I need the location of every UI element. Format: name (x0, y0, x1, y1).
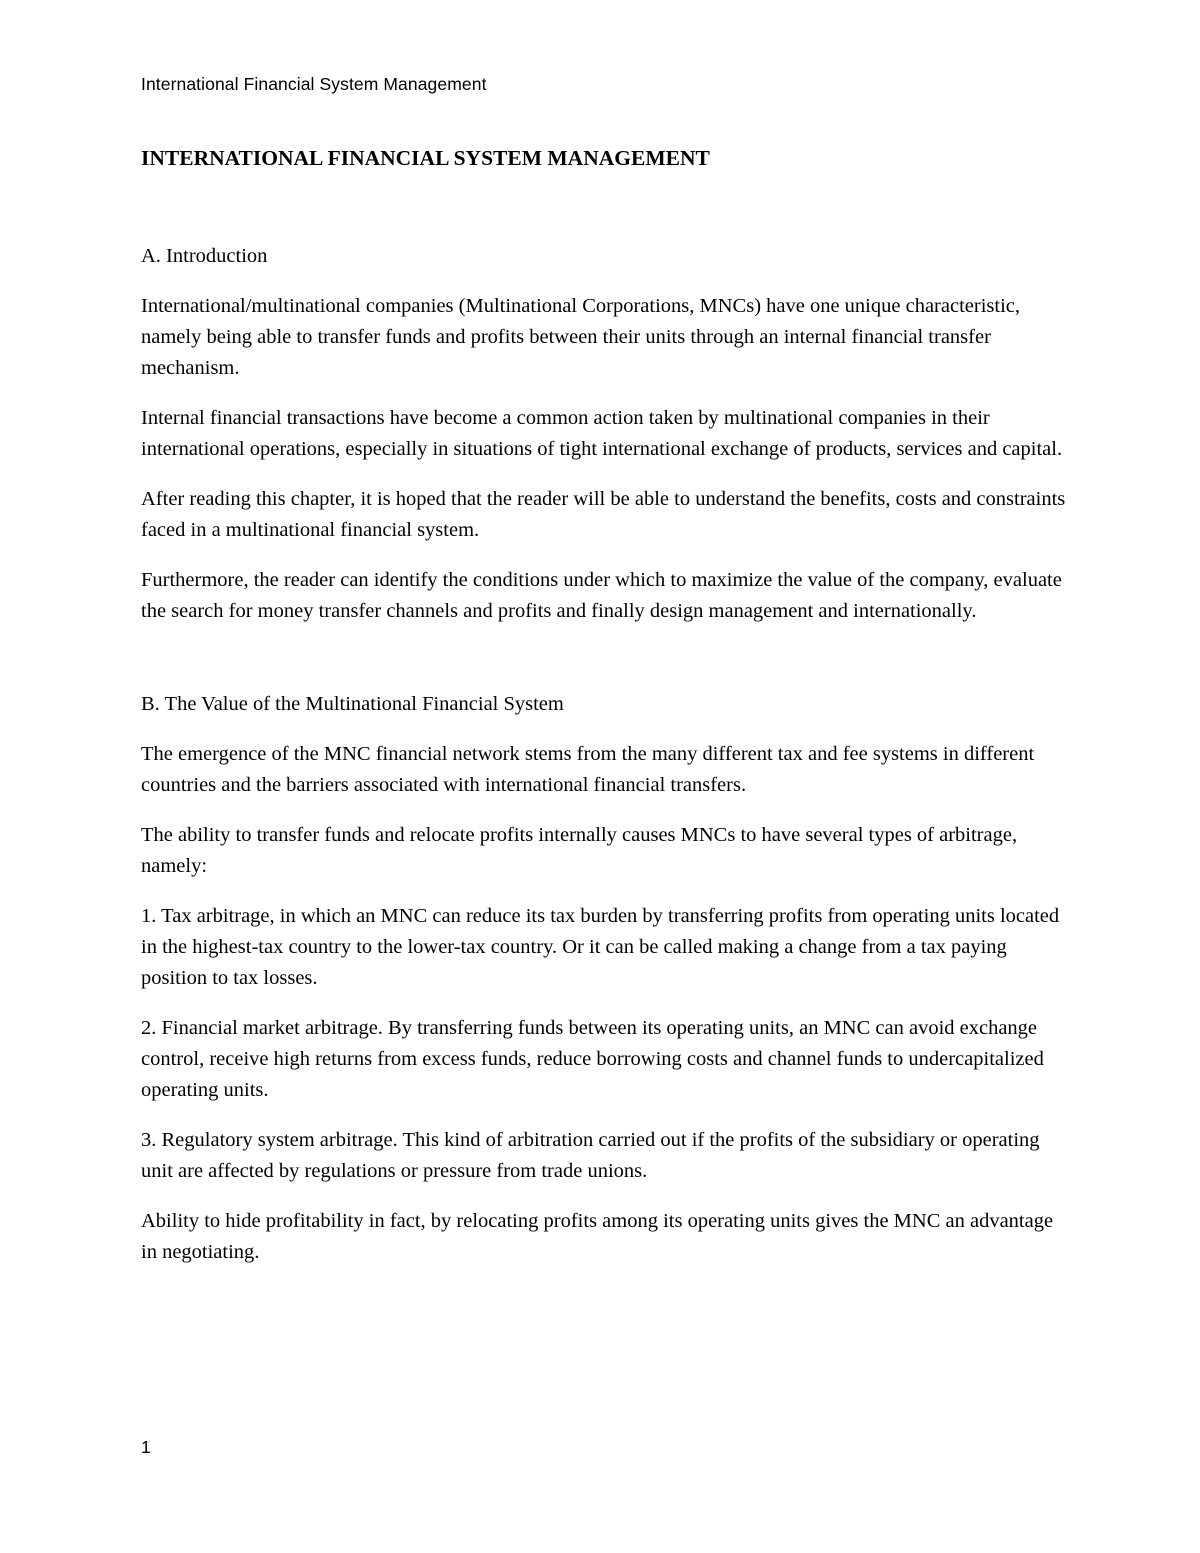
section-spacer (141, 646, 1066, 689)
paragraph: The emergence of the MNC financial network stems from the many different tax and fee systems in different countries and the barriers associated with international financial transfers. (141, 743, 1035, 796)
section-heading-introduction: A. Introduction (141, 245, 268, 267)
paragraph: International/multinational companies (Multinational Corporations, MNCs) have one unique characteristic, namely being able to transfer funds and profits between their units through an internal financial transfer mechanism. (141, 295, 1020, 379)
list-item-regulatory-arbitrage: 3. Regulatory system arbitrage. This kind of arbitration carried out if the profits of the subsidiary or operating unit are affected by regulations or pressure from trade unions. (141, 1129, 1040, 1182)
running-header: International Financial System Management (141, 74, 487, 94)
list-item-tax-arbitrage: 1. Tax arbitrage, in which an MNC can reduce its tax burden by transferring profits from operating units located in the highest-tax country to the lower-tax country. Or it can be called making a change from a tax paying position to tax losses. (141, 905, 1060, 989)
paragraph: Furthermore, the reader can identify the conditions under which to maximize the value of the company, evaluate the search for money transfer channels and profits and finally design management and internationally. (141, 569, 1062, 622)
page-number: 1 (141, 1437, 151, 1457)
document-title: INTERNATIONAL FINANCIAL SYSTEM MANAGEMENT (141, 146, 710, 170)
list-item-financial-market-arbitrage: 2. Financial market arbitrage. By transferring funds between its operating units, an MNC can avoid exchange control, receive high returns from excess funds, reduce borrowing costs and channel funds to undercapitalized operating units. (141, 1017, 1044, 1101)
section-heading-value: B. The Value of the Multinational Financial System (141, 693, 564, 715)
paragraph: After reading this chapter, it is hoped that the reader will be able to understand the benefits, costs and constraints faced in a multinational financial system. (141, 488, 1066, 541)
section-value-of-system (141, 689, 1066, 1268)
paragraph: Ability to hide profitability in fact, by relocating profits among its operating units gives the MNC an advantage in negotiating. (141, 1210, 1054, 1263)
document-body (141, 143, 1066, 1287)
section-introduction (141, 241, 1066, 627)
paragraph: Internal financial transactions have become a common action taken by multinational companies in their international operations, especially in situations of tight international exchange of products, services and capital. (141, 407, 1063, 460)
paragraph: The ability to transfer funds and relocate profits internally causes MNCs to have several types of arbitrage, namely: (141, 824, 1018, 877)
